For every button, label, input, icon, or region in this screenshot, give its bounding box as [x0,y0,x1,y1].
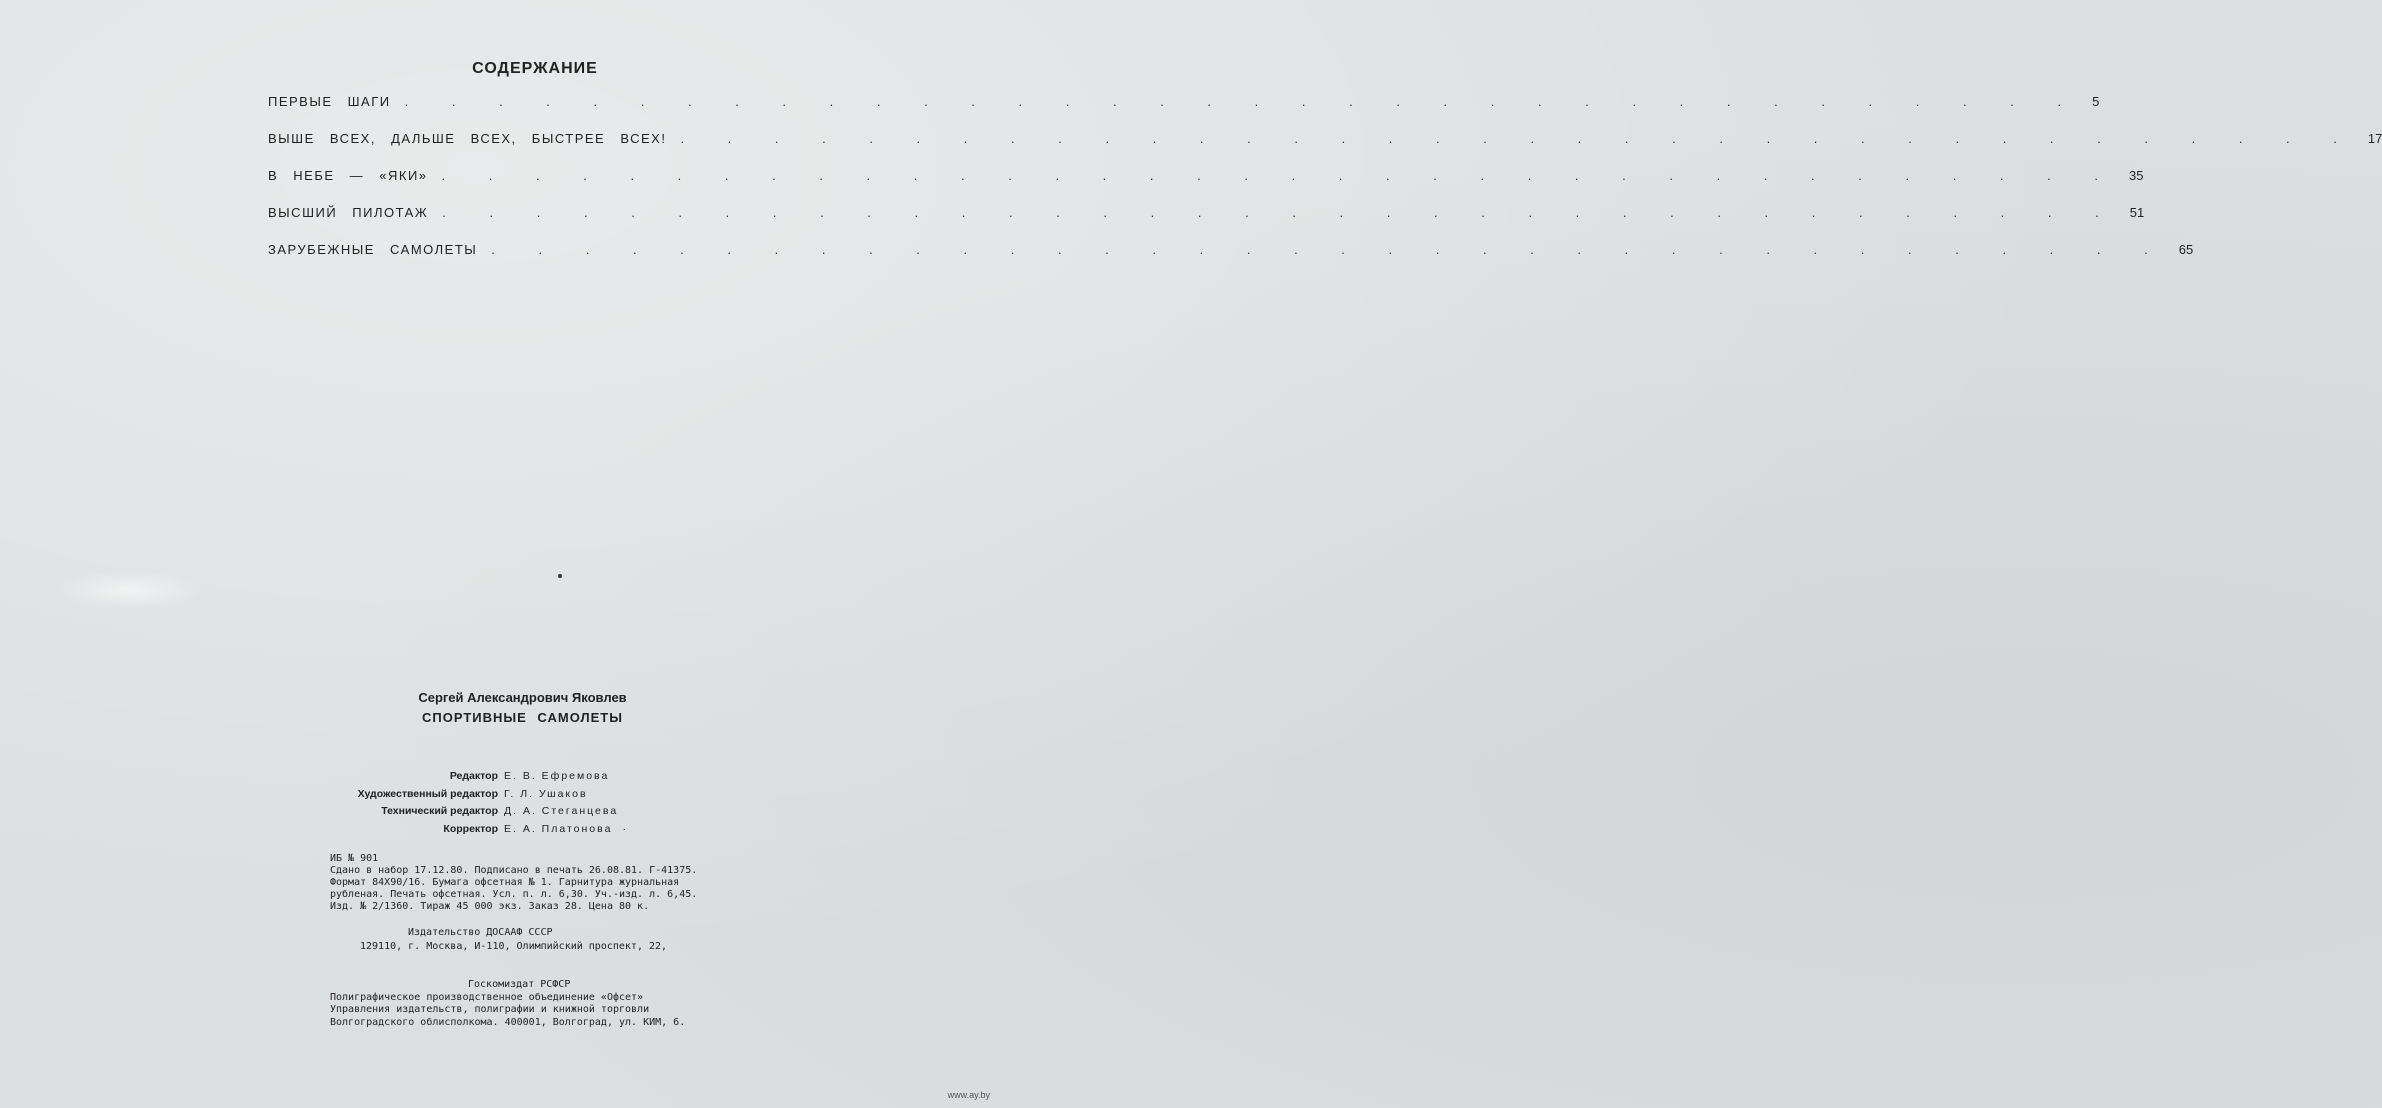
page-crease [55,570,205,610]
toc-entry-title: ВЫСШИЙ ПИЛОТАЖ [268,205,429,220]
credit-row [330,788,750,806]
book-title: СПОРТИВНЫЕ САМОЛЕТЫ [422,710,623,725]
credit-row [330,823,750,841]
imprint-line: Формат 84Х90/16. Бумага офсетная № 1. Гарнитура журнальная [330,877,680,888]
imprint-line: Сдано в набор 17.12.80. Подписано в печать 26.08.81. Г-41375. [330,865,698,876]
printer-line: Полиграфическое производственное объединение «Офсет» [330,991,644,1003]
printer-line: Госкомиздат РСФСР [468,979,571,990]
printer-line: Управления издательств, полиграфии и книжной торговли [330,1004,650,1015]
toc-leader-dots: . . . . . . . . . . . . . . . . . . . . . . . . . . . . . . . . . . . . [441,168,2113,183]
credit-name: Е. А. Платонова [504,822,613,835]
ink-dot [558,574,562,578]
credit-name: Е. В. Ефремова [504,770,610,782]
toc-entry-page: 35 [2129,168,2144,183]
credit-row [330,770,750,788]
toc-leader-dots: . . . . . . . . . . . . . . . . . . . . . . . . . . . . . . . . . . . . [404,94,2077,109]
credit-name: Д. А. Стеганцева [504,805,619,817]
toc-entry [268,205,2145,242]
toc-entry [268,242,2194,279]
table-of-contents [268,94,2382,279]
toc-entry-title: ВЫШЕ ВСЕХ, ДАЛЬШЕ ВСЕХ, БЫСТРЕЕ ВСЕХ! [268,131,667,146]
toc-entry [268,168,2144,205]
toc-entry [268,131,2382,168]
toc-leader-dots: . . . . . . . . . . . . . . . . . . . . . . . . . . . . . . . . . . . . [680,131,2352,146]
printer-block [330,979,760,1029]
toc-entry-title: ЗАРУБЕЖНЫЕ САМОЛЕТЫ [268,242,478,257]
credit-role: Художественный редактор [357,787,498,800]
toc-leader-dots: . . . . . . . . . . . . . . . . . . . . . . . . . . . . . . . . . . . . [442,205,2114,220]
publisher-address: 129110, г. Москва, И-110, Олимпийский проспект, 22, [360,941,668,952]
credit-role: Корректор [443,822,498,835]
toc-entry-page: 51 [2129,205,2145,220]
site-watermark: www.ay.by [947,1090,990,1100]
credits-block [330,770,750,840]
credit-role: Технический редактор [381,805,498,817]
toc-entry-page: 65 [2178,242,2194,257]
toc-entry-title: В НЕБЕ — «ЯКИ» [268,168,428,183]
toc-entry [268,94,2100,131]
toc-leader-dots: . . . . . . . . . . . . . . . . . . . . . . . . . . . . . . . . . . . . [491,242,2163,257]
imprint-line: Изд. № 2/1360. Тираж 45 000 экз. Заказ 28. Цена 80 к. [330,901,650,912]
imprint-line: рубленая. Печать офсетная. Усл. п. л. 6,30. Уч.-изд. л. 6,45. [330,889,698,900]
imprint-block [330,853,760,913]
toc-entry-title: ПЕРВЫЕ ШАГИ [268,94,391,109]
imprint-line: ИБ № 901 [330,853,379,864]
credit-role: Редактор [449,770,498,782]
publisher-name: Издательство ДОСААФ СССР [408,927,553,938]
credit-name: Г. Л. Ушаков [504,787,588,800]
publisher-block [330,926,760,954]
toc-entry-page: 17 [2367,131,2382,146]
toc-entry-page: 5 [2092,94,2100,109]
book-author: Сергей Александрович Яковлев [418,690,627,705]
credit-row [330,805,750,823]
credit-mark: · [622,822,626,835]
printer-line: Волгоградского облисполкома. 400001, Волгоград, ул. КИМ, 6. [330,1016,686,1028]
toc-title: СОДЕРЖАНИЕ [472,60,598,77]
